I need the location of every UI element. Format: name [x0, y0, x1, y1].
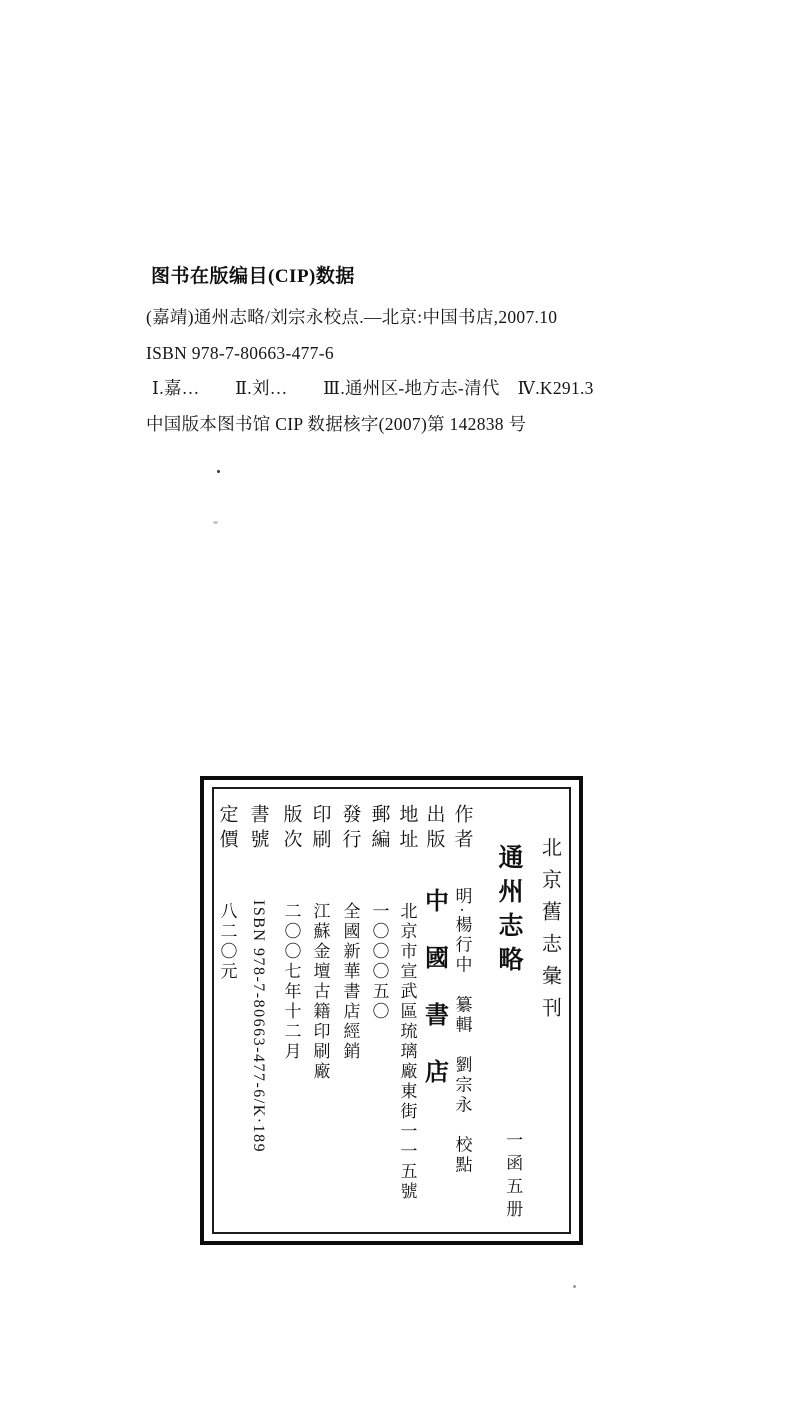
cip-classification-line: Ⅰ.嘉… Ⅱ.刘… Ⅲ.通州区-地方志-清代 Ⅳ.K291.3	[152, 378, 594, 398]
scan-speck	[217, 470, 220, 473]
scan-speck	[573, 1285, 576, 1288]
price-label: 定價	[216, 804, 238, 854]
isbn-label: 書號	[247, 804, 269, 854]
printer-value: 江蘇金壇古籍印刷廠	[310, 902, 330, 1082]
publisher-label: 出版	[423, 804, 445, 854]
postcode-label: 郵編	[368, 804, 390, 854]
distribution-label: 發行	[339, 804, 361, 854]
series-title: 北京舊志彙刊	[538, 837, 561, 1029]
cip-isbn-line: ISBN 978-7-80663-477-6	[146, 342, 334, 363]
volumes-note: 一函五册	[503, 1131, 523, 1223]
distribution-value: 全國新華書店經銷	[340, 902, 360, 1062]
printer-label: 印刷	[309, 804, 331, 854]
price-value: 八二〇元	[217, 902, 237, 982]
colophon-inner-frame	[212, 787, 571, 1234]
edition-label: 版次	[280, 804, 302, 854]
distribution-row	[339, 789, 361, 1232]
cip-title: 图书在版编目(CIP)数据	[151, 266, 355, 287]
edition-value: 二〇〇七年十二月	[281, 902, 301, 1062]
colophon-box	[200, 776, 583, 1245]
postcode-value: 一〇〇〇五〇	[369, 902, 389, 1022]
isbn-value: ISBN 978-7-80663-477-6/K·189	[250, 900, 267, 1154]
cip-section	[146, 261, 726, 442]
publisher-logo: 中國書店	[420, 888, 447, 1116]
book-title: 通州志略	[495, 844, 522, 980]
postcode-row	[368, 789, 390, 1232]
series-column	[537, 789, 563, 1232]
author-row	[451, 789, 473, 1232]
isbn-row	[247, 789, 269, 1232]
cip-record-number-line: 中国版本图书馆 CIP 数据核字(2007)第 142838 号	[146, 413, 527, 434]
book-title-column	[493, 789, 523, 1232]
address-value: 北京市宣武區琉璃廠東街一一五號	[397, 902, 417, 1202]
publisher-row	[420, 789, 447, 1232]
edition-row	[280, 789, 302, 1232]
scan-speck	[213, 521, 218, 524]
price-row	[216, 789, 238, 1232]
address-label: 地址	[396, 804, 418, 854]
author-label: 作者	[451, 804, 473, 854]
printer-row	[309, 789, 331, 1232]
cip-bibliographic-line: (嘉靖)通州志略/刘宗永校点.—北京:中国书店,2007.10	[146, 307, 558, 327]
author-value: 明·楊行中 纂輯 劉宗永 校點	[452, 887, 472, 1176]
address-row	[396, 789, 418, 1232]
